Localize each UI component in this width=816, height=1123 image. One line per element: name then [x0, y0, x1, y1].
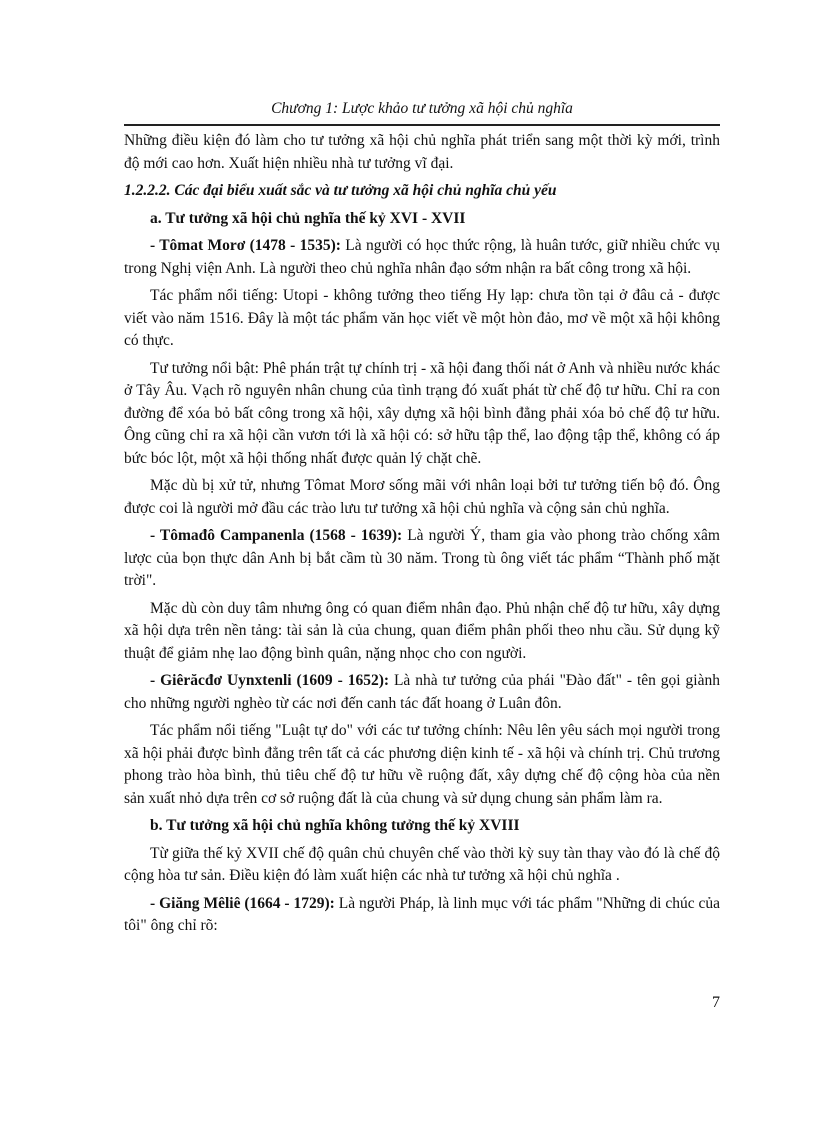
running-header: Chương 1: Lược khảo tư tưởng xã hội chủ nghĩa [271, 100, 573, 117]
paragraph-campanella [124, 525, 720, 593]
subsection-heading-a: a. Tư tưởng xã hội chủ nghĩa thế kỷ XVI - XVII [150, 209, 466, 227]
paragraph-meslier [124, 893, 720, 938]
person-name-meslier: - Giăng Mêliê (1664 - 1729): [150, 894, 335, 912]
paragraph-winstanley-work: Tác phẩm nổi tiếng "Luật tự do" với các tư tưởng chính: Nêu lên yêu sách mọi người trong xã hội phải được bình đẳng trên tất cả các phương diện kinh tế - xã hội và chính trị. Chủ trương phong trào hòa bình, thủ tiêu chế độ tư hữu về ruộng đất, xây dựng chế độ cộng hòa của nền sản xuất nhỏ dựa trên cơ sở ruộng đất là của chung và sử dụng chung sản phẩm làm ra. [124, 722, 720, 807]
paragraph-tomat-more [124, 235, 720, 280]
paragraph-utopia-work: Tác phẩm nổi tiếng: Utopi - không tưởng theo tiếng Hy lạp: chưa tồn tại ở đâu cả - được viết vào năm 1516. Đây là một tác phẩm văn học viết về một hòn đảo, mơ về một xã hội không có thực. [124, 287, 720, 349]
paragraph-more-thought: Tư tưởng nổi bật: Phê phán trật tự chính trị - xã hội đang thối nát ở Anh và nhiều nước khác ở Tây Âu. Vạch rõ nguyên nhân chung của tình trạng đó xuất phát từ chế độ tư hữu. Chỉ ra con đường để xóa bỏ bất công trong xã hội, xây dựng xã hội bình đẳng phải xóa bỏ chế độ tư hữu. Ông cũng chỉ ra xã hội cần vươn tới là xã hội có: sở hữu tập thể, lao động tập thể, không có áp bức bóc lột, một xã hội thống nhất được quản lý chặt chẽ. [124, 359, 721, 467]
paragraph-intro: Những điều kiện đó làm cho tư tưởng xã hội chủ nghĩa phát triển sang một thời kỳ mới, trình độ mới cao hơn. Xuất hiện nhiều nhà tư tưởng vĩ đại. [124, 132, 720, 172]
paragraph-text: Là người Ý, tham gia vào phong trào chống xâm lược của bọn thực dân Anh bị bắt cầm tù 30 năm. Trong tù ông viết tác phẩm “Thành phố mặt trời". [124, 527, 720, 589]
paragraph-more-legacy: Mặc dù bị xử tử, nhưng Tômat Morơ sống mãi với nhân loại bởi tư tưởng tiến bộ đó. Ông được coi là người mở đầu các trào lưu tư tưởng xã hội chủ nghĩa và cộng sản chủ nghĩa. [124, 477, 720, 517]
person-name-tomat-more: - Tômat Morơ (1478 - 1535): [150, 237, 341, 254]
page-number: 7 [712, 994, 720, 1011]
paragraph-winstanley [124, 670, 720, 715]
paragraph-text: Là người có học thức rộng, là huân tước, giữ nhiều chức vụ trong Nghị viện Anh. Là người theo chủ nghĩa nhân đạo sớm nhận ra bất công trong xã hội. [124, 237, 720, 277]
section-heading: 1.2.2.2. Các đại biểu xuất sắc và tư tưởng xã hội chủ nghĩa chủ yếu [124, 182, 557, 199]
paragraph-xviii-intro: Từ giữa thế kỷ XVII chế độ quân chủ chuyên chế vào thời kỳ suy tàn thay vào đó là chế độ cộng hòa tư sản. Điều kiện đó làm xuất hiện các nhà tư tưởng xã hội chủ nghĩa . [124, 844, 720, 884]
subsection-heading-b: b. Tư tưởng xã hội chủ nghĩa không tưởng thế kỷ XVIII [150, 817, 520, 834]
header-divider [124, 124, 720, 126]
person-name-winstanley: - Giêrăcđơ Uynxtenli (1609 - 1652): [150, 672, 390, 689]
paragraph-text: Là người Pháp, là linh mục với tác phẩm "Những di chúc của tôi" ông chỉ rõ: [124, 894, 720, 934]
person-name-campanella: - Tômađô Campanenla (1568 - 1639): [150, 527, 403, 544]
page-body [124, 130, 720, 943]
paragraph-campanella-thought: Mặc dù còn duy tâm nhưng ông có quan điểm nhân đạo. Phủ nhận chế độ tư hữu, xây dựng xã hội dựa trên nền tảng: tài sản là của chung, quan điểm phân phối theo nhu cầu. Sử dụng kỹ thuật để giảm nhẹ lao động bình quân, nặng nhọc cho con người. [124, 599, 720, 662]
paragraph-text: Là nhà tư tưởng của phái "Đào đất" - tên gọi giành cho những người nghèo từ các nơi đến canh tác đất hoang ở Luân đôn. [124, 672, 720, 712]
